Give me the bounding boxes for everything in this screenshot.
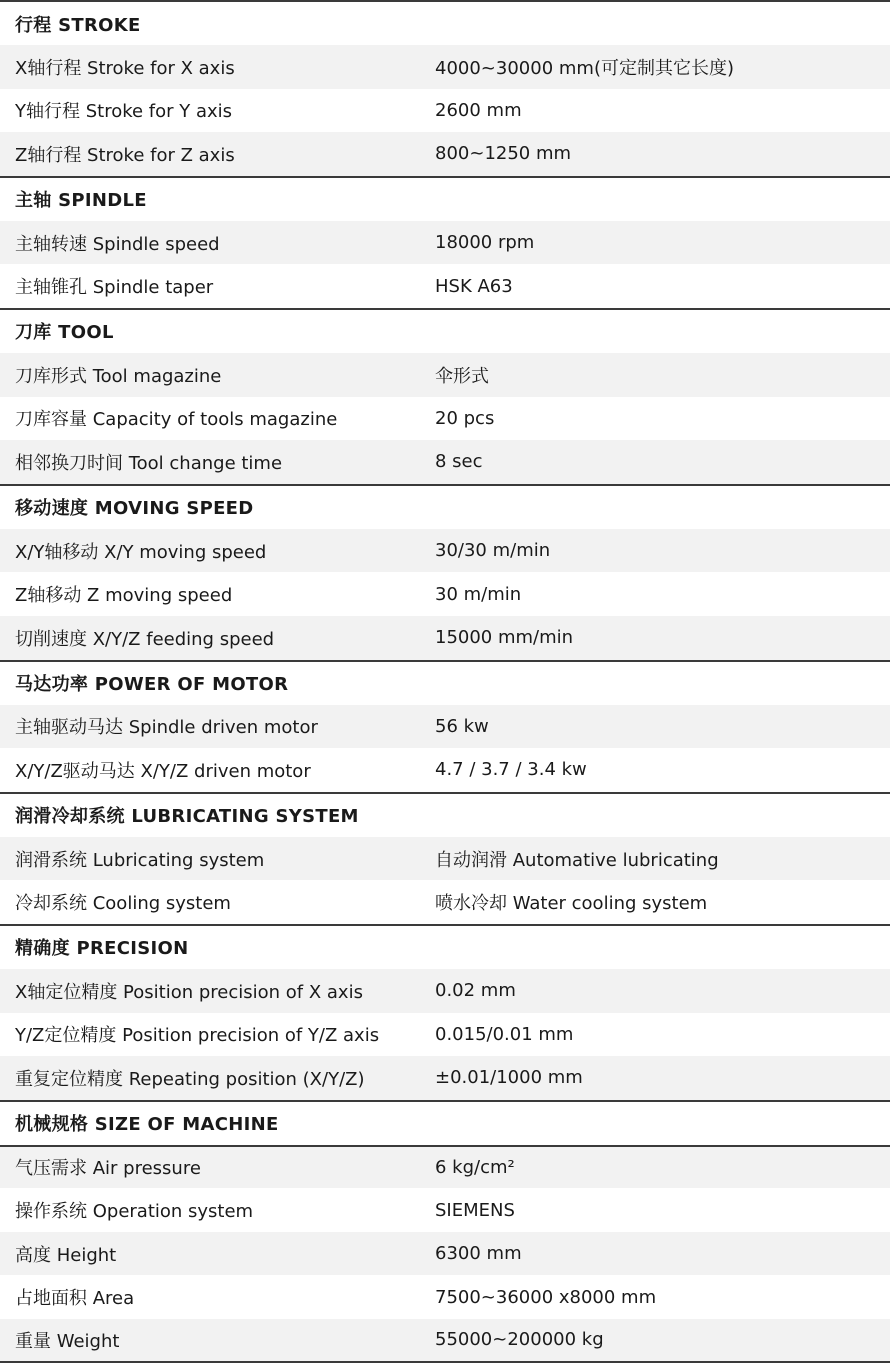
spec-value: 800~1250 mm bbox=[435, 143, 572, 165]
spec-value: 6300 mm bbox=[435, 1243, 522, 1265]
section-header bbox=[0, 310, 890, 353]
spec-value: ±0.01/1000 mm bbox=[435, 1067, 583, 1089]
section-header bbox=[0, 2, 890, 45]
spec-value: 8 sec bbox=[435, 451, 483, 473]
spec-value: 4000~30000 mm(可定制其它长度) bbox=[435, 57, 734, 79]
spec-label: Y轴行程 Stroke for Y axis bbox=[15, 101, 233, 123]
spec-value: 15000 mm/min bbox=[435, 627, 574, 649]
section-title: 移动速度 MOVING SPEED bbox=[15, 498, 254, 520]
spec-row bbox=[0, 132, 890, 176]
spec-row bbox=[0, 264, 890, 308]
spec-row bbox=[0, 397, 890, 441]
section-tool bbox=[0, 308, 890, 484]
spec-value: 55000~200000 kg bbox=[435, 1329, 604, 1351]
section-header bbox=[0, 662, 890, 705]
section-stroke bbox=[0, 0, 890, 176]
spec-row bbox=[0, 1013, 890, 1057]
spec-value: 6 kg/cm² bbox=[435, 1156, 515, 1178]
section-power-of-motor bbox=[0, 660, 890, 792]
spec-label: 冷却系统 Cooling system bbox=[15, 893, 231, 915]
spec-row bbox=[0, 221, 890, 265]
section-title: 行程 STROKE bbox=[15, 14, 141, 36]
spec-row bbox=[0, 880, 890, 924]
section-size-of-machine bbox=[0, 1100, 890, 1363]
spec-row bbox=[0, 440, 890, 484]
spec-value: HSK A63 bbox=[435, 275, 513, 297]
section-title: 机械规格 SIZE OF MACHINE bbox=[15, 1114, 279, 1136]
spec-label: 操作系统 Operation system bbox=[15, 1201, 254, 1223]
section-title: 刀库 TOOL bbox=[15, 322, 114, 344]
spec-label: X轴行程 Stroke for X axis bbox=[15, 57, 235, 79]
section-header bbox=[0, 486, 890, 529]
spec-row bbox=[0, 616, 890, 660]
section-header bbox=[0, 926, 890, 969]
section-title: 润滑冷却系统 LUBRICATING SYSTEM bbox=[15, 806, 359, 828]
section-moving-speed bbox=[0, 484, 890, 660]
spec-label: 刀库形式 Tool magazine bbox=[15, 365, 222, 387]
spec-label: X/Y/Z驱动马达 X/Y/Z driven motor bbox=[15, 760, 311, 782]
spec-row bbox=[0, 45, 890, 89]
spec-row bbox=[0, 572, 890, 616]
spec-label: X轴定位精度 Position precision of X axis bbox=[15, 981, 363, 1003]
spec-row bbox=[0, 969, 890, 1013]
spec-label: 相邻换刀时间 Tool change time bbox=[15, 452, 283, 474]
spec-label: 刀库容量 Capacity of tools magazine bbox=[15, 409, 338, 431]
section-spindle bbox=[0, 176, 890, 308]
spec-value: 喷水冷却 Water cooling system bbox=[435, 893, 708, 915]
spec-value: SIEMENS bbox=[435, 1199, 515, 1221]
spec-row bbox=[0, 1145, 890, 1189]
spec-label: 主轴锥孔 Spindle taper bbox=[15, 277, 214, 299]
spec-value: 20 pcs bbox=[435, 407, 495, 429]
spec-label: 主轴驱动马达 Spindle driven motor bbox=[15, 717, 318, 739]
spec-label: 占地面积 Area bbox=[15, 1288, 135, 1310]
spec-label: 气压需求 Air pressure bbox=[15, 1158, 201, 1180]
spec-row bbox=[0, 1319, 890, 1363]
section-header bbox=[0, 794, 890, 837]
spec-label: 主轴转速 Spindle speed bbox=[15, 233, 220, 255]
spec-row bbox=[0, 705, 890, 749]
spec-row bbox=[0, 748, 890, 792]
spec-row bbox=[0, 1275, 890, 1319]
section-header bbox=[0, 178, 890, 221]
section-precision bbox=[0, 924, 890, 1100]
spec-value: 18000 rpm bbox=[435, 232, 535, 254]
spec-label: 切削速度 X/Y/Z feeding speed bbox=[15, 628, 275, 650]
section-title: 精确度 PRECISION bbox=[15, 938, 189, 960]
section-title: 马达功率 POWER OF MOTOR bbox=[15, 674, 289, 696]
spec-row bbox=[0, 1232, 890, 1276]
section-title: 主轴 SPINDLE bbox=[15, 190, 147, 212]
spec-label: 润滑系统 Lubricating system bbox=[15, 849, 265, 871]
spec-value: 30/30 m/min bbox=[435, 540, 551, 562]
spec-label: 高度 Height bbox=[15, 1244, 117, 1266]
spec-value: 伞形式 bbox=[435, 365, 489, 387]
spec-label: 重复定位精度 Repeating position (X/Y/Z) bbox=[15, 1068, 365, 1090]
section-header bbox=[0, 1102, 890, 1145]
section-lubricating-system bbox=[0, 792, 890, 924]
spec-row bbox=[0, 837, 890, 881]
spec-row bbox=[0, 1188, 890, 1232]
spec-value: 4.7 / 3.7 / 3.4 kw bbox=[435, 759, 587, 781]
spec-label: X/Y轴移动 X/Y moving speed bbox=[15, 541, 267, 563]
spec-row bbox=[0, 529, 890, 573]
spec-value: 0.02 mm bbox=[435, 980, 516, 1002]
spec-label: Z轴行程 Stroke for Z axis bbox=[15, 144, 235, 166]
spec-row bbox=[0, 89, 890, 133]
spec-label: 重量 Weight bbox=[15, 1330, 120, 1352]
spec-value: 自动润滑 Automative lubricating bbox=[435, 849, 719, 871]
spec-label: Z轴移动 Z moving speed bbox=[15, 585, 233, 607]
spec-value: 56 kw bbox=[435, 715, 489, 737]
spec-row bbox=[0, 353, 890, 397]
spec-value: 30 m/min bbox=[435, 583, 522, 605]
spec-value: 2600 mm bbox=[435, 99, 522, 121]
spec-row bbox=[0, 1056, 890, 1100]
spec-value: 0.015/0.01 mm bbox=[435, 1023, 574, 1045]
spec-label: Y/Z定位精度 Position precision of Y/Z axis bbox=[15, 1025, 380, 1047]
spec-value: 7500~36000 x8000 mm bbox=[435, 1286, 657, 1308]
